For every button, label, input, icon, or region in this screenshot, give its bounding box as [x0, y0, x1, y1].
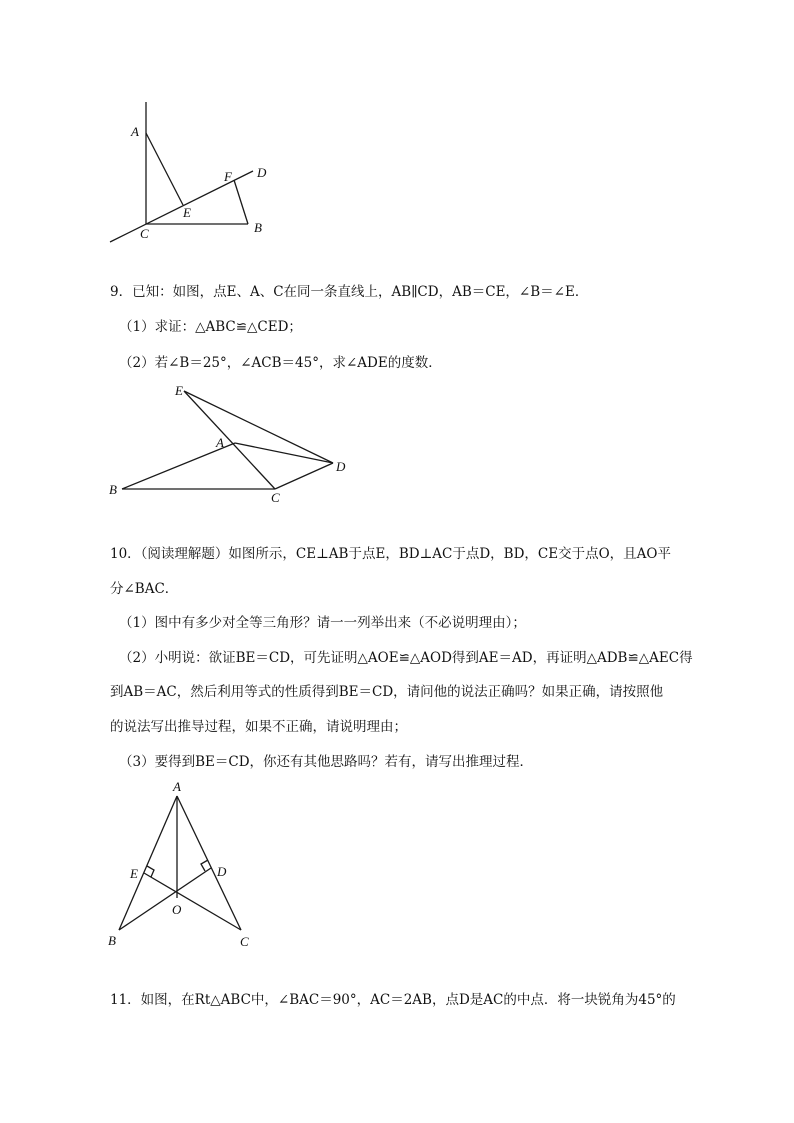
label-e: E: [130, 866, 138, 881]
problem-10-part-3: （3）要得到BE＝CD，你还有其他思路吗？若有，请写出推理过程．: [119, 754, 534, 770]
problem-9-stem: 9．已知：如图，点E、A、C在同一条直线上，AB∥CD，AB＝CE，∠B＝∠E．: [110, 284, 589, 300]
figure-problem-8: [100, 95, 280, 250]
label-b: B: [108, 933, 116, 948]
problem-10-part-2-line-3: 的说法写出推导过程，如果不正确，请说明理由；: [110, 719, 407, 735]
label-c: C: [240, 934, 249, 949]
figure-problem-10: [100, 780, 270, 955]
segment-ec: [184, 391, 275, 489]
label-f: F: [224, 169, 232, 184]
label-d: D: [336, 459, 346, 474]
label-o: O: [172, 902, 182, 917]
label-a: A: [131, 124, 139, 139]
segment-ce: [144, 873, 241, 930]
problem-10-part-1: （1）图中有多少对全等三角形？请一一列举出来（不必说明理由）；: [119, 615, 526, 631]
segment-ac: [177, 796, 241, 930]
segment-ae: [146, 133, 183, 205]
label-c: C: [271, 490, 280, 505]
segment-ad: [235, 443, 333, 463]
label-c: C: [140, 226, 149, 241]
segment-ed: [184, 391, 333, 463]
right-angle-mark-d: [201, 860, 208, 871]
label-e: E: [175, 383, 183, 398]
label-e: E: [183, 205, 191, 220]
problem-9-part-2: （2）若∠B＝25°，∠ACB＝45°，求∠ADE的度数．: [119, 355, 442, 371]
problem-10-stem-line-2: 分∠BAC．: [110, 581, 179, 597]
problem-11-stem: 11．如图，在Rt△ABC中，∠BAC＝90°，AC＝2AB，点D是AC的中点．将一块锐角为45°的: [110, 992, 676, 1008]
label-b: B: [109, 482, 117, 497]
label-a: A: [173, 779, 181, 794]
segment-cd: [275, 463, 333, 489]
label-d: D: [217, 864, 227, 879]
problem-10-part-2-line-2: 到AB＝AC，然后利用等式的性质得到BE＝CD，请问他的说法正确吗？如果正确，请按照他: [110, 684, 664, 700]
label-b: B: [254, 220, 262, 235]
label-d: D: [257, 165, 267, 180]
problem-10-part-2-line-1: （2）小明说：欲证BE＝CD，可先证明△AOE≌△AOD得到AE＝AD，再证明△ADB≌△AEC得: [119, 650, 693, 666]
problem-9-part-1: （1）求证：△ABC≌△CED；: [119, 319, 302, 335]
problem-10-stem-line-1: 10．（阅读理解题）如图所示，CE⊥AB于点E，BD⊥AC于点D，BD，CE交于点O，且AO平: [110, 546, 671, 562]
segment-fb: [234, 180, 248, 224]
figure-problem-9: [100, 375, 360, 510]
label-a: A: [216, 435, 224, 450]
